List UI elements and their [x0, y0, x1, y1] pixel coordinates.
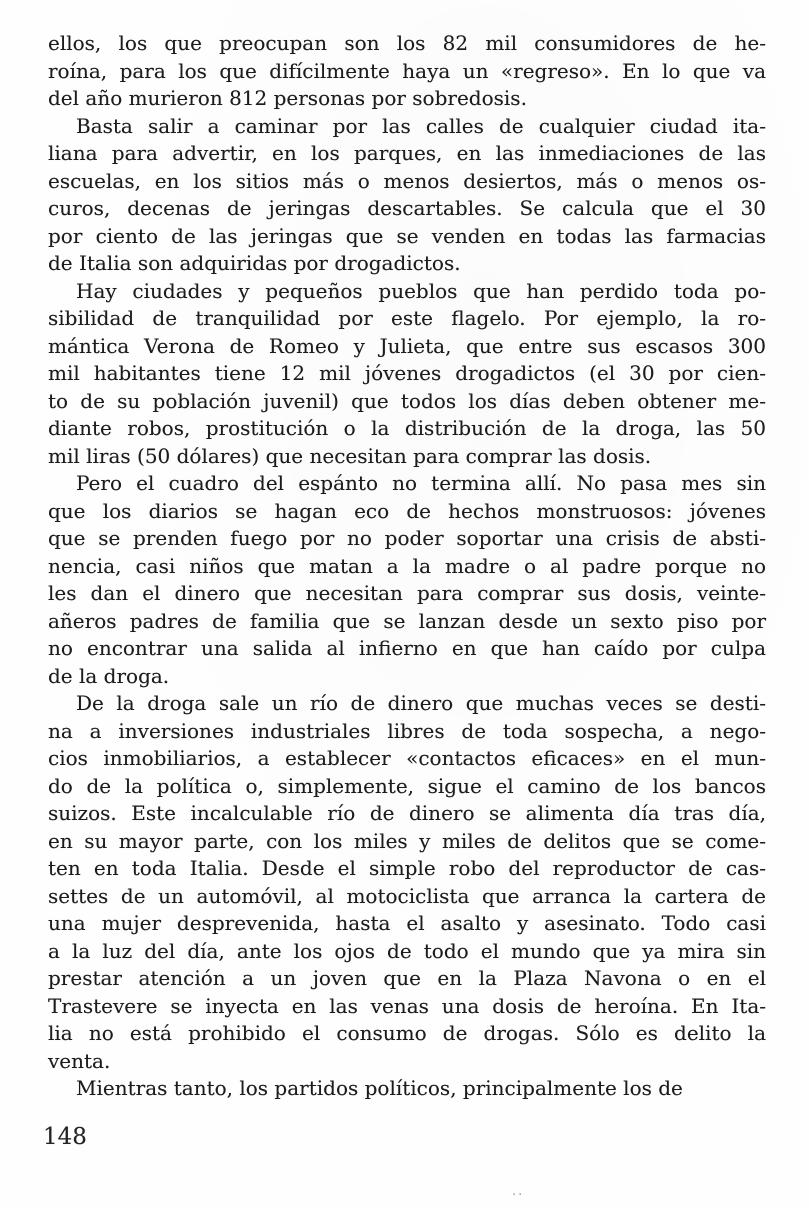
text-line: mántica Verona de Romeo y Julieta, que entre sus escasos 300	[48, 333, 766, 358]
text-line: prestar atención a un joven que en la Plaza Navona o en el	[48, 966, 766, 990]
scan-artifact-mark: ..	[512, 1184, 525, 1199]
text-line: na a inversiones industriales libres de toda sospecha, a nego-	[48, 718, 766, 743]
text-line: en su mayor parte, con los miles y miles de delitos que se come-	[48, 828, 766, 853]
text-line: Basta salir a caminar por las calles de cualquier ciudad ita-	[76, 113, 766, 138]
text-line: venta.	[48, 1048, 111, 1073]
text-line: ellos, los que preocupan son los 82 mil consumidores de he-	[48, 31, 766, 55]
text-line: suizos. Este incalculable río de dinero se alimenta día tras día,	[48, 801, 766, 825]
page-number: 148	[43, 1124, 87, 1150]
text-line: una mujer desprevenida, hasta el asalto y asesinato. Todo casi	[48, 911, 766, 935]
text-line: que los diarios se hagan eco de hechos monstruosos: jóvenes	[48, 498, 766, 523]
text-line: a la luz del día, ante los ojos de todo el mundo que ya mira sin	[48, 938, 766, 963]
text-line: liana para advertir, en los parques, en las inmediaciones de las	[48, 141, 766, 165]
text-line: lia no está prohibido el consumo de drogas. Sólo es delito la	[48, 1021, 766, 1045]
text-line: ten en toda Italia. Desde el simple robo del reproductor de cas-	[48, 856, 766, 880]
text-line: mil habitantes tiene 12 mil jóvenes drogadictos (el 30 por cien-	[48, 361, 766, 385]
text-line: no encontrar una salida al infierno en que han caído por culpa	[48, 636, 766, 660]
text-line: escuelas, en los sitios más o menos desiertos, más o menos os-	[48, 168, 766, 193]
text-line: del año murieron 812 personas por sobredosis.	[48, 86, 527, 110]
text-line: de la droga.	[48, 663, 170, 688]
text-line: sibilidad de tranquilidad por este flagelo. Por ejemplo, la ro-	[48, 306, 766, 330]
text-line: Hay ciudades y pequeños pueblos que han perdido toda po-	[76, 278, 766, 303]
text-line: curos, decenas de jeringas descartables. Se calcula que el 30	[48, 196, 766, 220]
text-line: añeros padres de familia que se lanzan desde un sexto piso por	[48, 608, 766, 633]
text-line: do de la política o, simplemente, sigue el camino de los bancos	[48, 773, 766, 798]
text-line: Mientras tanto, los partidos políticos, principalmente los de	[76, 1076, 683, 1100]
text-line: por ciento de las jeringas que se venden en todas las farmacias	[48, 223, 766, 248]
text-line: De la droga sale un río de dinero que muchas veces se desti-	[76, 691, 766, 715]
text-block	[48, 30, 766, 1103]
text-line: diante robos, prostitución o la distribución de la droga, las 50	[48, 416, 766, 440]
text-line: que se prenden fuego por no poder soportar una crisis de absti-	[48, 526, 766, 550]
text-line: de Italia son adquiridas por drogadictos.	[48, 251, 461, 275]
text-line: mil liras (50 dólares) que necesitan para comprar las dosis.	[48, 443, 652, 468]
text-line: Trastevere se inyecta en las venas una dosis de heroína. En Ita-	[48, 993, 766, 1018]
text-line: nencia, casi niños que matan a la madre o al padre porque no	[48, 553, 766, 578]
text-line: Pero el cuadro del espánto no termina allí. No pasa mes sin	[76, 471, 766, 495]
text-line: settes de un automóvil, al motociclista que arranca la cartera de	[48, 883, 766, 908]
text-line: les dan el dinero que necesitan para comprar sus dosis, veinte-	[48, 581, 766, 605]
text-line: cios inmobiliarios, a establecer «contactos eficaces» en el mun-	[48, 746, 766, 770]
text-line: roína, para los que difícilmente haya un «regreso». En lo que va	[48, 58, 766, 83]
text-line: to de su población juvenil) que todos los días deben obtener me-	[48, 388, 766, 413]
